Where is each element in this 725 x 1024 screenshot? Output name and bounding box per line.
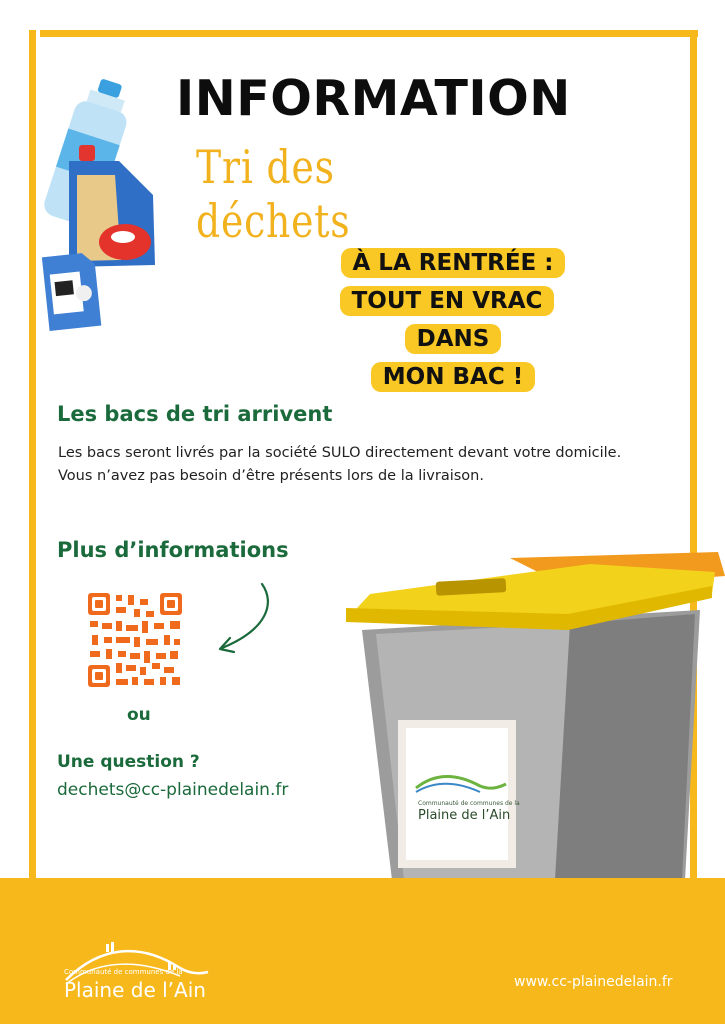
highlight-line-1: À LA RENTRÉE : xyxy=(341,248,566,278)
footer-brand-small: Communauté de communes de la xyxy=(64,968,183,976)
highlight-line-3: MON BAC ! xyxy=(371,362,535,392)
bin-label-small: Communauté de communes de la xyxy=(418,800,520,807)
page-title: INFORMATION xyxy=(176,70,571,127)
page-subtitle: Tri des déchets xyxy=(196,140,351,248)
footer xyxy=(0,878,725,1024)
question-label: Une question ? xyxy=(57,752,200,772)
qr-code[interactable] xyxy=(86,591,184,689)
email-link[interactable]: dechets@cc-plainedelain.fr xyxy=(57,780,289,800)
curved-arrow-icon xyxy=(210,580,280,660)
recycling-bin-illustration xyxy=(340,550,725,880)
highlight-line-2: TOUT EN VRAC DANS xyxy=(340,286,555,354)
body-line-2: Vous n’avez pas besoin d’être présents lors de la livraison. xyxy=(58,468,484,484)
section-heading-info: Plus d’informations xyxy=(57,538,289,562)
footer-brand-name: Plaine de l’Ain xyxy=(64,978,206,1002)
highlight-banner xyxy=(308,244,598,396)
footer-website-link[interactable]: www.cc-plainedelain.fr xyxy=(514,974,673,990)
body-line-1: Les bacs seront livrés par la société SULO directement devant votre domicile. xyxy=(58,445,622,461)
section-body-bins xyxy=(58,442,658,488)
or-label: ou xyxy=(127,705,151,725)
frame-top-border xyxy=(40,30,698,37)
bin-label-big: Plaine de l’Ain xyxy=(418,808,511,823)
section-heading-bins: Les bacs de tri arrivent xyxy=(57,402,333,426)
bottles-illustration xyxy=(25,75,165,335)
